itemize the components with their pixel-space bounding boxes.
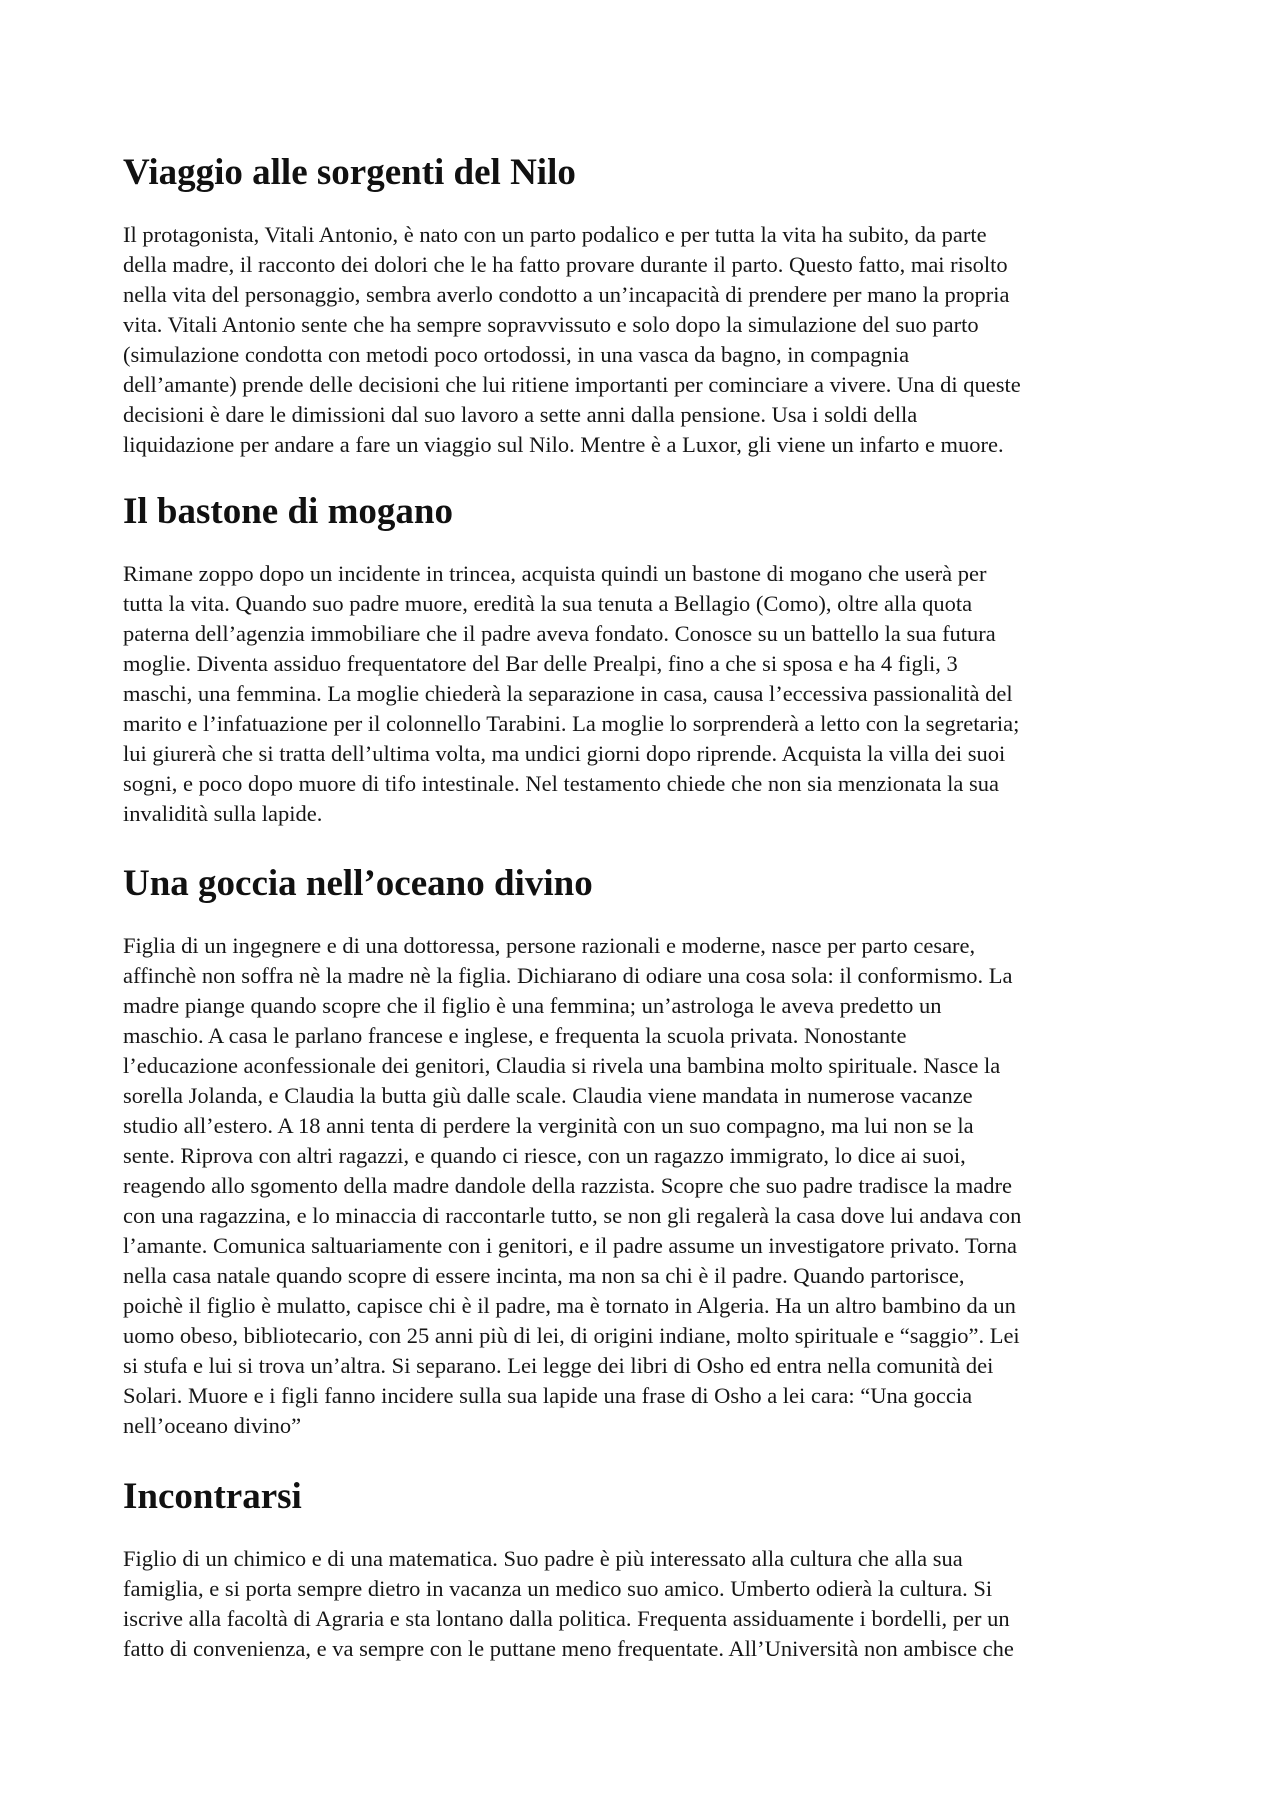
- text-line: dell’amante) prende delle decisioni che lui ritiene importanti per cominciare a vivere. Una di queste: [123, 372, 1021, 397]
- text-line: si stufa e lui si trova un’altra. Si separano. Lei legge dei libri di Osho ed entra nella comunità dei: [123, 1353, 994, 1378]
- section-title: Una goccia nell’oceano divino: [123, 863, 593, 904]
- text-line: uomo obeso, bibliotecario, con 25 anni più di lei, di origini indiane, molto spirituale e “saggio”. Lei: [123, 1323, 1020, 1348]
- text-line: invalidità sulla lapide.: [123, 801, 323, 826]
- section-paragraph: [123, 1544, 1163, 1664]
- text-line: Rimane zoppo dopo un incidente in trincea, acquista quindi un bastone di mogano che userà per: [123, 561, 987, 586]
- text-line: iscrive alla facoltà di Agraria e sta lontano dalla politica. Frequenta assiduamente i bordelli, per un: [123, 1606, 1010, 1631]
- text-line: sogni, e poco dopo muore di tifo intestinale. Nel testamento chiede che non sia menzionata la sua: [123, 771, 999, 796]
- text-line: maschi, una femmina. La moglie chiederà la separazione in casa, causa l’eccessiva passionalità del: [123, 681, 1013, 706]
- text-line: studio all’estero. A 18 anni tenta di perdere la verginità con un suo compagno, ma lui non se la: [123, 1113, 974, 1138]
- text-line: Il protagonista, Vitali Antonio, è nato con un parto podalico e per tutta la vita ha subito, da parte: [123, 222, 987, 247]
- section-viaggio: [123, 150, 1163, 460]
- text-line: lui giurerà che si tratta dell’ultima volta, ma undici giorni dopo riprende. Acquista la villa dei suoi: [123, 741, 1006, 766]
- text-line: famiglia, e si porta sempre dietro in vacanza un medico suo amico. Umberto odierà la cultura. Si: [123, 1576, 993, 1601]
- text-line: vita. Vitali Antonio sente che ha sempre sopravvissuto e solo dopo la simulazione del suo parto: [123, 312, 979, 337]
- text-line: Figlio di un chimico e di una matematica. Suo padre è più interessato alla cultura che alla sua: [123, 1546, 963, 1571]
- text-line: sorella Jolanda, e Claudia la butta giù dalle scale. Claudia viene mandata in numerose vacanze: [123, 1083, 973, 1108]
- section-title: Il bastone di mogano: [123, 491, 453, 532]
- section-title: Incontrarsi: [123, 1476, 302, 1517]
- section-incontrarsi: [123, 1474, 1163, 1664]
- text-line: Solari. Muore e i figli fanno incidere sulla sua lapide una frase di Osho a lei cara: “Una goccia: [123, 1383, 973, 1408]
- section-paragraph: [123, 559, 1163, 829]
- section-bastone: [123, 489, 1163, 829]
- text-line: reagendo allo sgomento della madre dandole della razzista. Scopre che suo padre tradisce la madre: [123, 1173, 1012, 1198]
- text-line: l’educazione aconfessionale dei genitori, Claudia si rivela una bambina molto spirituale. Nasce la: [123, 1053, 1001, 1078]
- text-line: (simulazione condotta con metodi poco ortodossi, in una vasca da bagno, in compagnia: [123, 342, 910, 367]
- text-line: maschio. A casa le parlano francese e inglese, e frequenta la scuola privata. Nonostante: [123, 1023, 907, 1048]
- text-line: paterna dell’agenzia immobiliare che il padre aveva fondato. Conosce su un battello la sua futura: [123, 621, 996, 646]
- text-line: madre piange quando scopre che il figlio è una femmina; un’astrologa le aveva predetto un: [123, 993, 942, 1018]
- section-goccia: [123, 861, 1163, 1441]
- text-line: poichè il figlio è mulatto, capisce chi è il padre, ma è tornato in Algeria. Ha un altro bambino da un: [123, 1293, 1016, 1318]
- section-paragraph: [123, 220, 1163, 460]
- text-line: nella casa natale quando scopre di essere incinta, ma non sa chi è il padre. Quando partorisce,: [123, 1263, 965, 1288]
- text-line: nell’oceano divino”: [123, 1413, 302, 1438]
- text-line: Figlia di un ingegnere e di una dottoressa, persone razionali e moderne, nasce per parto cesare,: [123, 933, 976, 958]
- text-line: marito e l’infatuazione per il colonnello Tarabini. La moglie lo sorprenderà a letto con la segretaria;: [123, 711, 1020, 736]
- text-line: sente. Riprova con altri ragazzi, e quando ci riesce, con un ragazzo immigrato, lo dice ai suoi,: [123, 1143, 966, 1168]
- text-line: nella vita del personaggio, sembra averlo condotto a un’incapacità di prendere per mano la propria: [123, 282, 1010, 307]
- text-line: della madre, il racconto dei dolori che le ha fatto provare durante il parto. Questo fatto, mai risolto: [123, 252, 1008, 277]
- text-line: moglie. Diventa assiduo frequentatore del Bar delle Prealpi, fino a che si sposa e ha 4 figli, 3: [123, 651, 958, 676]
- document-page: [123, 150, 1163, 1693]
- text-line: liquidazione per andare a fare un viaggio sul Nilo. Mentre è a Luxor, gli viene un infarto e muore.: [123, 432, 1004, 457]
- section-paragraph: [123, 931, 1163, 1441]
- section-title: Viaggio alle sorgenti del Nilo: [123, 152, 576, 193]
- text-line: fatto di convenienza, e va sempre con le puttane meno frequentate. All’Università non ambisce che: [123, 1636, 1014, 1661]
- text-line: con una ragazzina, e lo minaccia di raccontarle tutto, se non gli regalerà la casa dove lui andava con: [123, 1203, 1022, 1228]
- text-line: affinchè non soffra nè la madre nè la figlia. Dichiarano di odiare una cosa sola: il conformismo. La: [123, 963, 1013, 988]
- text-line: l’amante. Comunica saltuariamente con i genitori, e il padre assume un investigatore privato. Torna: [123, 1233, 1017, 1258]
- text-line: decisioni è dare le dimissioni dal suo lavoro a sette anni dalla pensione. Usa i soldi della: [123, 402, 918, 427]
- text-line: tutta la vita. Quando suo padre muore, eredità la sua tenuta a Bellagio (Como), oltre alla quota: [123, 591, 973, 616]
